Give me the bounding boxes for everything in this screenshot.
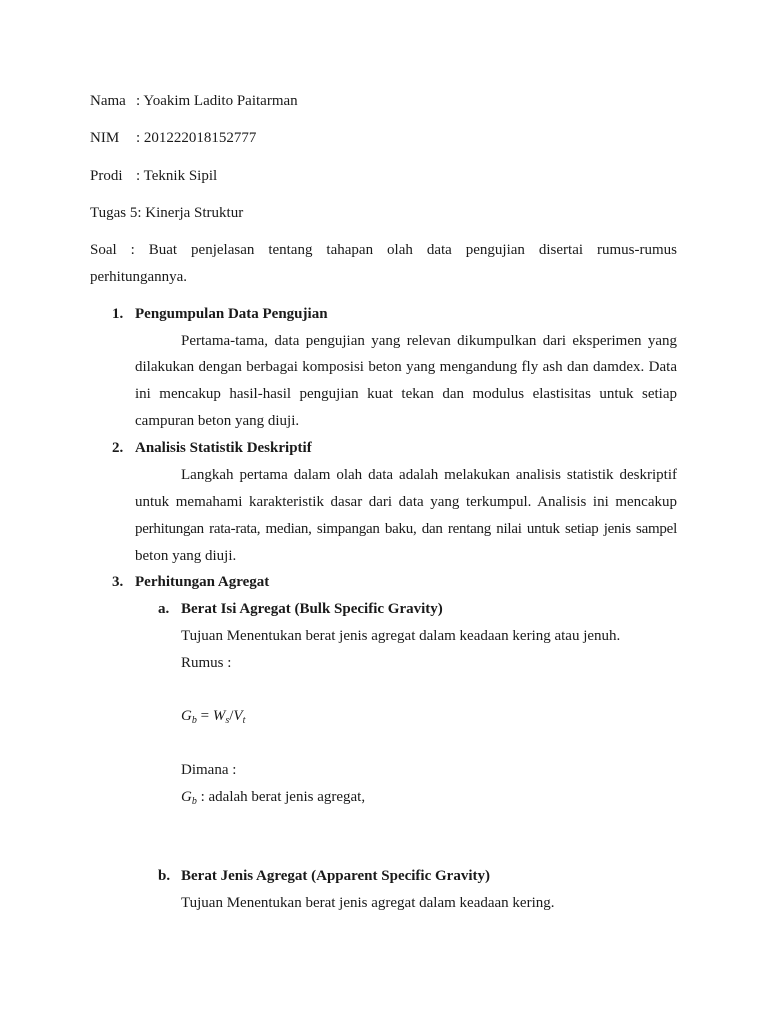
tugas-line: Tugas 5: Kinerja Struktur: [90, 205, 244, 221]
bulk-gravity-formula: [181, 706, 245, 726]
section-2-number: 2.: [112, 440, 124, 456]
definition-gb-symbol: G: [181, 789, 192, 805]
sub-b-letter: b.: [158, 868, 171, 884]
definition-text: : adalah berat jenis agregat,: [196, 789, 366, 805]
section-1-title: Pengumpulan Data Pengujian: [135, 306, 328, 322]
soal-line-2: perhitungannya.: [90, 269, 188, 285]
prodi-value: : Teknik Sipil: [136, 168, 218, 184]
formula-ws-symbol: W: [212, 708, 226, 724]
sub-a-rumus-label: Rumus :: [181, 655, 232, 671]
sub-a-dimana-label: Dimana :: [181, 762, 237, 778]
sub-a-letter: a.: [158, 601, 170, 617]
section-2-line-1: Langkah pertama dalam olah data adalah melakukan analisis statistik deskriptif: [181, 467, 677, 483]
sub-b-tujuan: Tujuan Menentukan berat jenis agregat dalam keadaan kering.: [181, 895, 555, 911]
section-2-line-4: beton yang diuji.: [135, 548, 237, 564]
formula-slash: /: [229, 708, 234, 724]
formula-vt-subscript: t: [242, 715, 246, 726]
sub-a-definition: [181, 787, 365, 807]
nim-row: [90, 128, 256, 148]
section-2-line-3: perhitungan rata-rata, median, simpangan baku, dan rentang nilai untuk setiap jenis sampel: [135, 521, 677, 537]
section-2-line-2: untuk memahami karakteristik dasar dari data yang terkumpul. Analisis ini mencakup: [135, 494, 677, 510]
nama-value: : Yoakim Ladito Paitarman: [136, 93, 298, 109]
section-2-title: Analisis Statistik Deskriptif: [135, 440, 312, 456]
section-1-line-2: dilakukan dengan berbagai komposisi beton yang mengandung fly ash dan damdex. Data: [135, 359, 677, 375]
section-1-line-4: campuran beton yang diuji.: [135, 413, 300, 429]
sub-a-tujuan: Tujuan Menentukan berat jenis agregat dalam keadaan kering atau jenuh.: [181, 628, 621, 644]
formula-equals: =: [196, 708, 213, 724]
section-1-line-1: Pertama-tama, data pengujian yang relevan dikumpulkan dari eksperimen yang: [181, 333, 677, 349]
nim-value: : 201222018152777: [136, 130, 257, 146]
sub-a-title: Berat Isi Agregat (Bulk Specific Gravity): [181, 601, 443, 617]
definition-gb-subscript: b: [191, 796, 197, 807]
formula-gb-symbol: G: [181, 708, 192, 724]
nama-label: Nama: [90, 93, 126, 109]
soal-line-1: Soal : Buat penjelasan tentang tahapan olah data pengujian disertai rumus-rumus: [90, 242, 677, 258]
nim-label: NIM: [90, 130, 120, 146]
prodi-label: Prodi: [90, 168, 123, 184]
section-3-number: 3.: [112, 574, 124, 590]
formula-ws-subscript: s: [225, 715, 230, 726]
section-1-line-3: ini mencakup hasil-hasil pengujian kuat tekan dan modulus elastisitas untuk setiap: [135, 386, 677, 402]
sub-b-title: Berat Jenis Agregat (Apparent Specific Gravity): [181, 868, 490, 884]
nama-row: [90, 91, 298, 111]
section-1-number: 1.: [112, 306, 124, 322]
formula-gb-subscript: b: [191, 715, 197, 726]
prodi-row: [90, 166, 217, 186]
section-3-title: Perhitungan Agregat: [135, 574, 270, 590]
formula-vt-symbol: V: [233, 708, 243, 724]
